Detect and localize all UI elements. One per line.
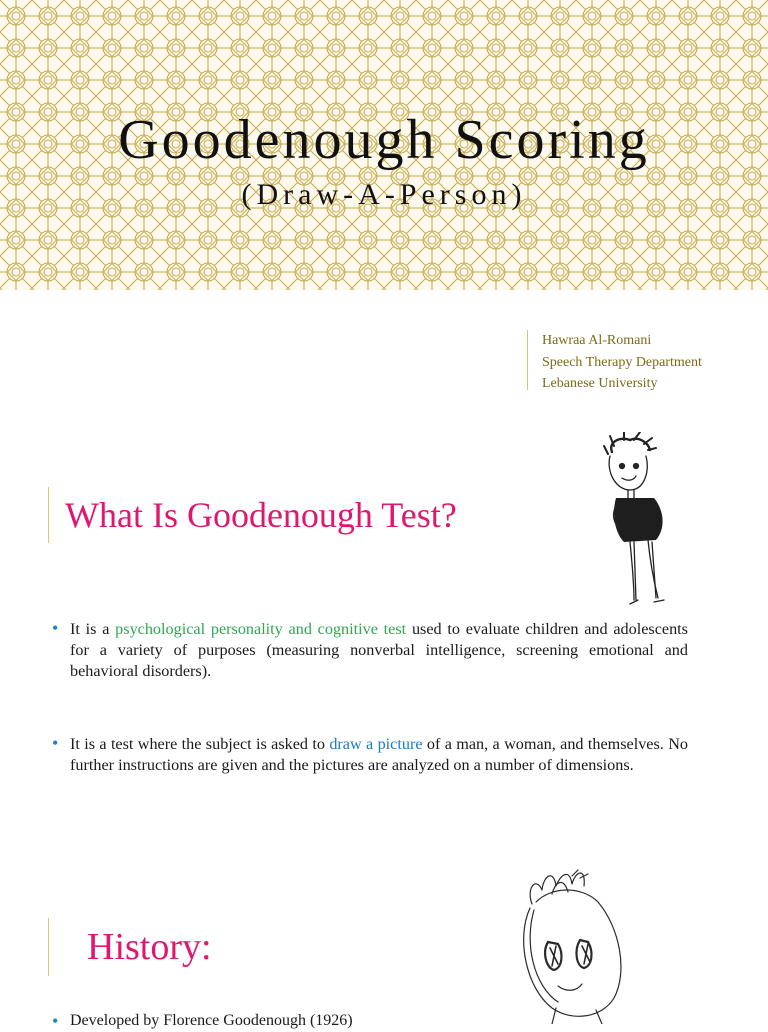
bullet-dot: • <box>52 618 59 638</box>
child-drawing-face-image <box>512 868 688 1024</box>
bullet-dot: • <box>52 1011 59 1031</box>
bullet-highlight: psychological personality and cognitive test <box>115 620 407 638</box>
bullet-definition <box>52 618 688 682</box>
author-block <box>527 330 702 390</box>
bullet-text-post: of a man, a woman, and themselves. No further instructions are given and the pictures are analyzed on a number of dimensions. <box>70 735 688 774</box>
heading-text: What Is Goodenough Test? <box>65 495 457 535</box>
bullet-text-post: used to evaluate children and adolescents for a variety of purposes (measuring nonverbal intelligence, screening emotional and behavioral disorders). <box>70 620 688 680</box>
bullet-procedure <box>52 733 688 776</box>
bullet-text-pre: It is a test where the subject is asked to <box>70 735 330 753</box>
section-heading-history <box>48 918 212 976</box>
section-heading-what <box>48 487 457 543</box>
title-banner <box>0 0 768 290</box>
heading-text: History: <box>87 926 212 968</box>
bullet-highlight: draw a picture <box>329 735 423 753</box>
author-university: Lebanese University <box>542 376 658 391</box>
author-department: Speech Therapy Department <box>542 354 702 370</box>
presentation-title: Goodenough Scoring <box>118 109 650 171</box>
history-first-bullet-text: Developed by Florence Goodenough (1926) <box>70 1012 353 1029</box>
bullet-text-pre: It is a <box>70 620 116 638</box>
presentation-subtitle: (Draw-A-Person) <box>241 178 527 211</box>
child-drawing-figure-image <box>590 432 700 612</box>
author-name: Hawraa Al-Romani <box>542 333 652 348</box>
bullet-dot: • <box>52 733 59 753</box>
history-first-bullet <box>52 1011 353 1031</box>
